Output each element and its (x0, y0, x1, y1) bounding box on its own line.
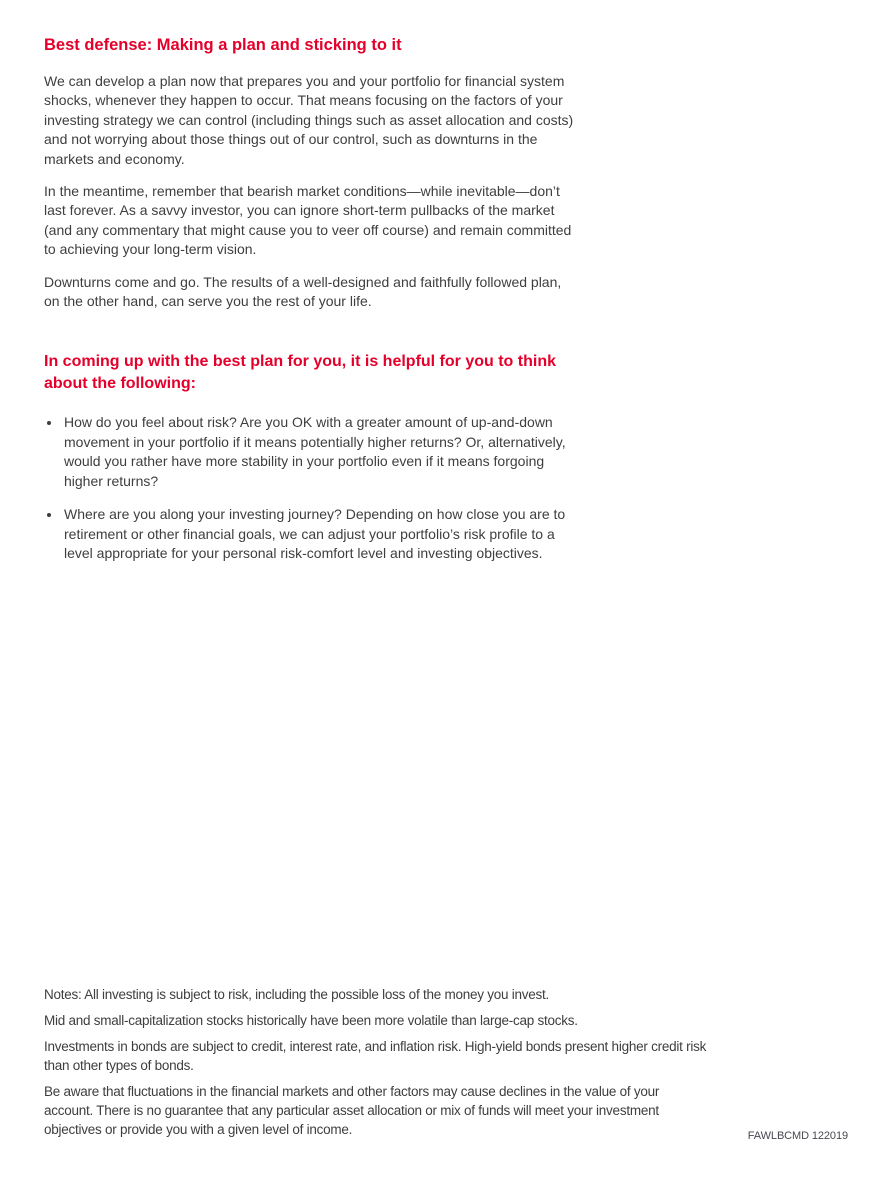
note-bond-risk: Investments in bonds are subject to credit, interest rate, and inflation risk. High-yield bonds present higher credit risk than other types of bonds. (44, 1039, 707, 1073)
list-item-investing-journey: • Where are you along your investing journey? Depending on how close you are to retirement or other financial goals, we can adjust your portfolio’s risk profile to a level appropriate for your personal risk-comfort level and investing objectives. (62, 505, 582, 563)
list-item-risk-tolerance: • How do you feel about risk? Are you OK with a greater amount of up-and-down movement in your portfolio if it means potentially higher returns? Or, alternatively, would you rather have more stability in your portfolio even if it means forgoing higher returns? (62, 413, 582, 491)
notes-section (44, 985, 708, 1146)
main-content (44, 35, 604, 577)
considerations-list (44, 413, 604, 563)
section1-paragraph-3: Downturns come and go. The results of a well-designed and faithfully followed plan, on the other hand, can serve you the rest of your life. (44, 273, 562, 310)
note-investing-risk: Notes: All investing is subject to risk, including the possible loss of the money you invest. (44, 987, 550, 1002)
note-capitalization-stocks: Mid and small-capitalization stocks historically have been more volatile than large-cap stocks. (44, 1013, 578, 1028)
document-code: FAWLBCMD 122019 (747, 1130, 848, 1142)
note-market-fluctuations: Be aware that fluctuations in the financial markets and other factors may cause declines in the value of your account. There is no guarantee that any particular asset allocation or mix of funds will meet your investment objectives or provide you with a given level of income. (44, 1084, 660, 1137)
section1-heading: Best defense: Making a plan and sticking to it (44, 36, 402, 54)
section1-paragraph-1: We can develop a plan now that prepares you and your portfolio for financial system shocks, whenever they happen to occur. That means focusing on the factors of your investing strategy we can control (including things such as asset allocation and costs) and not worrying about those things out of our control, such as downturns in the markets and economy. (44, 73, 574, 167)
section1-paragraph-2: In the meantime, remember that bearish market conditions—while inevitable—don’t last forever. As a savvy investor, you can ignore short-term pullbacks of the market (and any commentary that might cause you to veer off course) and remain committed to achieving your long-term vision. (44, 183, 572, 258)
section2-heading: In coming up with the best plan for you, it is helpful for you to think about the following: (44, 353, 556, 392)
